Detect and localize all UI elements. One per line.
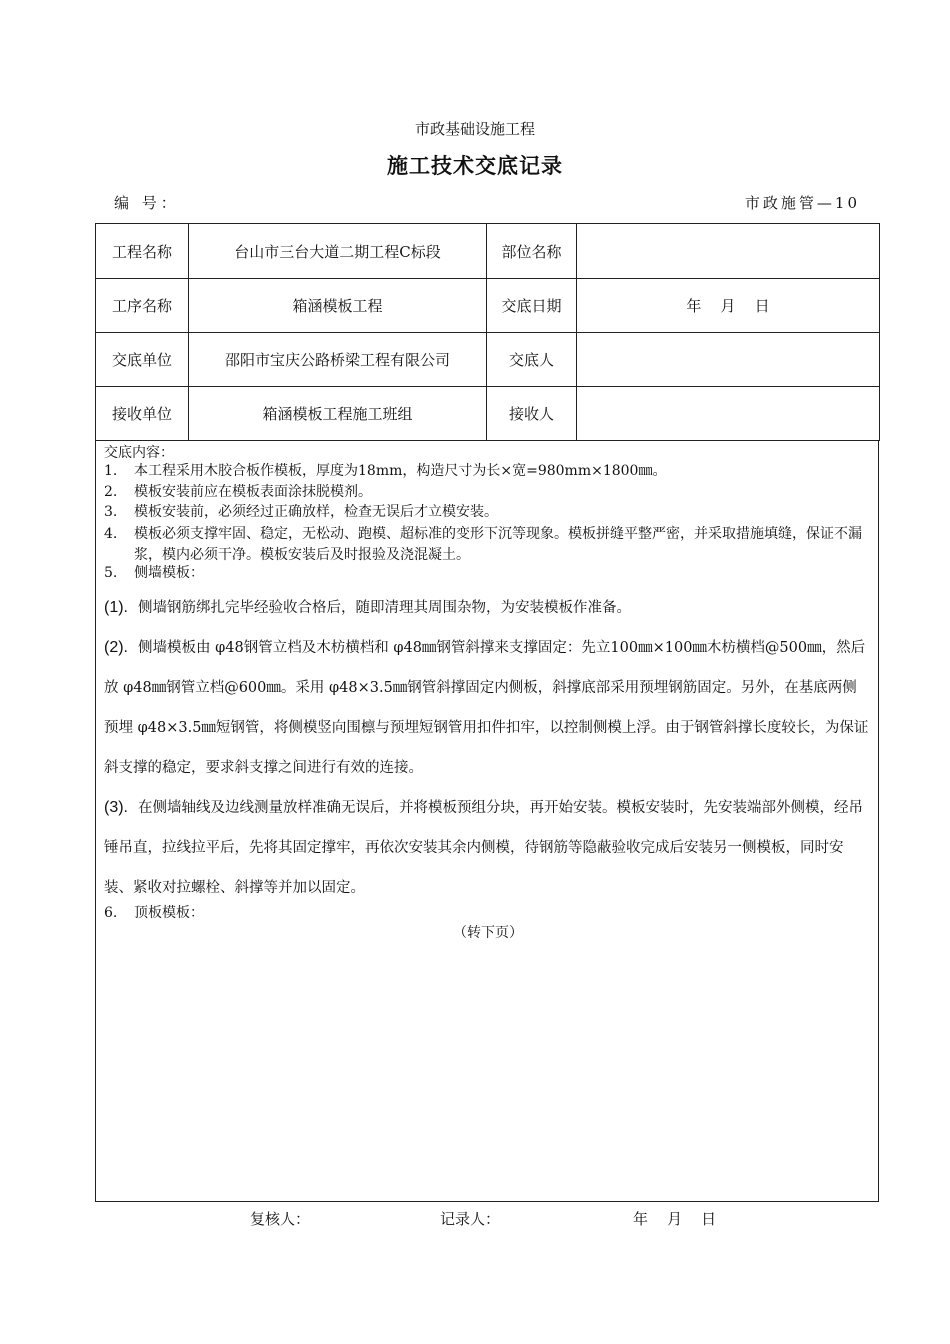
project-name-label: 工程名称 <box>96 224 189 279</box>
sub-item-text: 侧墙模板由 φ48钢管立档及木枋横档和 φ48㎜钢管斜撑来支撑固定：先立100㎜×100㎜木枋横档@500㎜，然后放 φ48㎜钢管立档@600㎜。采用 φ48×3.5㎜钢管斜撑固定内侧板，斜撑底部采用预埋钢筋固定。另外，在基底两侧预埋 φ48×3.5㎜短钢管，将侧模竖向围檩与预埋短钢管用扣件扣牢，以控制侧模上浮。由于钢管斜撑长度较长，为保证斜支撑的稳定，要求斜支撑之间进行有效的连接。 <box>104 640 869 776</box>
process-name-label: 工序名称 <box>96 279 189 333</box>
date-label: 交底日期 <box>487 279 577 333</box>
reviewer-label: 复核人： <box>250 1210 311 1228</box>
organization-heading: 市政基础设施工程 <box>414 120 535 138</box>
item-number: 5. <box>104 565 118 581</box>
item-text: 本工程采用木胶合板作模板，厚度为18mm，构造尺寸为长×宽=980mm×1800㎜。 <box>134 463 667 479</box>
sub-item-text: 在侧墙轴线及边线测量放样准确无误后，并将模板预组分块，再开始安装。模板安装时，先安装端部外侧模，经吊锤吊直，拉线拉平后，先将其固定撑牢，再依次安装其余内侧模，待钢筋等隐蔽验收完成后安装另一侧模板，同时安装、紧收对拉螺栓、斜撑等并加以固定。 <box>104 800 863 896</box>
content-item-5 <box>104 564 870 582</box>
item-text: 顶板模板： <box>134 905 204 921</box>
continued-note: （转下页） <box>453 925 523 941</box>
item-number: 1. <box>104 463 118 479</box>
info-table <box>95 223 880 441</box>
part-name-label: 部位名称 <box>487 224 577 279</box>
content-box <box>95 440 879 1202</box>
item-number: 4. <box>104 526 118 542</box>
item-number: 6. <box>104 905 118 921</box>
date-value: 年 月 日 <box>577 279 880 333</box>
sub-item-text: 侧墙钢筋绑扎完毕经验收合格后，随即清理其周围杂物，为安装模板作准备。 <box>138 600 631 616</box>
receiver-label: 接收人 <box>487 387 577 441</box>
recorder-label: 记录人： <box>440 1210 501 1228</box>
part-name-value <box>577 224 880 279</box>
receiver-value <box>577 387 880 441</box>
content-title: 交底内容： <box>104 445 174 461</box>
content-item-4 <box>104 524 870 566</box>
unit-value: 邵阳市宝庆公路桥梁工程有限公司 <box>189 333 487 387</box>
item-number: 3. <box>104 504 118 520</box>
item-text: 模板安装前，必须经过正确放样，检查无误后才立模安装。 <box>134 504 498 520</box>
form-code: 市政施管—10 <box>744 194 860 212</box>
sub-item-number: (2). <box>104 639 128 656</box>
content-item-2 <box>104 483 870 501</box>
item-number: 2. <box>104 484 118 500</box>
footer-date: 年 月 日 <box>633 1210 717 1228</box>
process-name-value: 箱涵模板工程 <box>189 279 487 333</box>
receiver-unit-label: 接收单位 <box>96 387 189 441</box>
number-label: 编 号： <box>114 194 180 212</box>
sub-item-3 <box>104 788 870 908</box>
sub-item-number: (1). <box>104 599 128 616</box>
unit-label: 交底单位 <box>96 333 189 387</box>
item-text: 模板安装前应在模板表面涂抹脱模剂。 <box>134 484 372 500</box>
receiver-unit-value: 箱涵模板工程施工班组 <box>189 387 487 441</box>
project-name-value: 台山市三台大道二期工程C标段 <box>189 224 487 279</box>
discloser-label: 交底人 <box>487 333 577 387</box>
content-item-3 <box>104 503 870 521</box>
content-item-6 <box>104 904 870 922</box>
document-title: 施工技术交底记录 <box>387 153 563 178</box>
sub-item-2 <box>104 628 870 788</box>
discloser-value <box>577 333 880 387</box>
item-text: 侧墙模板： <box>134 565 204 581</box>
content-item-1 <box>104 462 870 480</box>
sub-item-number: (3). <box>104 799 128 816</box>
sub-item-1 <box>104 588 870 628</box>
item-text: 模板必须支撑牢固、稳定，无松动、跑模、超标准的变形下沉等现象。模板拼缝平整严密，并采取措施填缝，保证不漏浆，模内必须干净。模板安装后及时报验及浇混凝土。 <box>134 526 862 563</box>
